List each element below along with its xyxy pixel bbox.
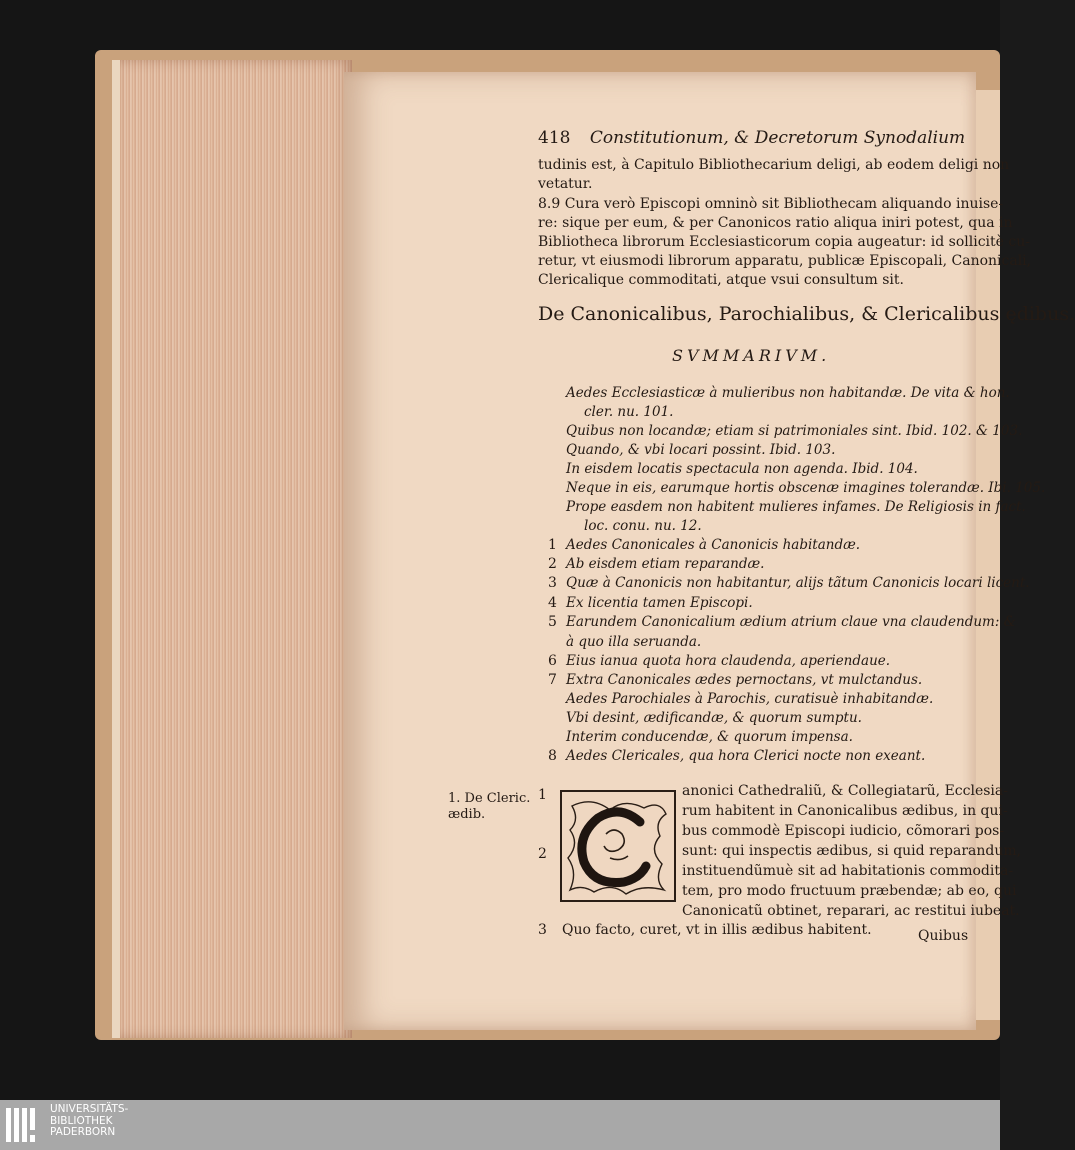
para-line: 8.9 Cura verò Episcopi omninò sit Bibliothecam aliquando inuise- bbox=[538, 196, 1004, 212]
summary-line: à quo illa seruanda. bbox=[566, 634, 702, 650]
summary-line: Quando, & vbi locari possint. Ibid. 103. bbox=[566, 442, 836, 458]
body-line: tem, pro modo fructuum præbendæ; ab eo, qui bbox=[682, 883, 1017, 899]
marginal-line: 1. De Cleric. bbox=[448, 791, 531, 806]
para-line: Bibliotheca librorum Ecclesiasticorum copia augeatur: id sollicitè cu- bbox=[538, 234, 1030, 250]
marginal-line: ædib. bbox=[448, 807, 486, 822]
running-header bbox=[538, 130, 965, 147]
summary-line: cler. nu. 101. bbox=[584, 404, 674, 420]
library-name-line: PADERBORN bbox=[50, 1126, 116, 1138]
para-line: retur, vt eiusmodi librorum apparatu, publicæ Episcopali, Canonicali, bbox=[538, 253, 1032, 269]
summary-number: 4 bbox=[548, 595, 557, 611]
summary-line: Vbi desint, ædificandæ, & quorum sumptu. bbox=[566, 710, 862, 726]
body-line: anonici Cathedraliũ, & Collegiatarũ, Ecclesia- bbox=[682, 783, 1008, 799]
section-heading: De Canonicalibus, Parochialibus, & Clericalibus ędibus. bbox=[538, 303, 1075, 325]
body-line: rum habitent in Canonicalibus ædibus, in qui- bbox=[682, 803, 1008, 819]
summary-line: Prope easdem non habitent mulieres infames. De Religiosis in fact. bbox=[566, 499, 1026, 515]
page-number: 418 bbox=[538, 128, 571, 148]
para-line: vetatur. bbox=[538, 176, 593, 192]
summary-line: Ex licentia tamen Episcopi. bbox=[566, 595, 753, 611]
body-number: 2 bbox=[538, 846, 547, 862]
summary-line: Aedes Canonicales à Canonicis habitandæ. bbox=[566, 537, 861, 553]
library-name-line: BIBLIOTHEK bbox=[50, 1114, 113, 1127]
summarium-title: SVMMARIVM. bbox=[672, 346, 831, 365]
body-line: sunt: qui inspectis ædibus, si quid reparandum, bbox=[682, 843, 1022, 859]
body-line: instituendũmuè sit ad habitationis commodita- bbox=[682, 863, 1014, 879]
para-line: Clericalique commoditati, atque vsui consultum sit. bbox=[538, 272, 904, 288]
body-line: Canonicatũ obtinet, reparari, ac restitui iubeat. bbox=[682, 903, 1020, 919]
summary-number: 2 bbox=[548, 556, 557, 572]
summary-line: Ab eisdem etiam reparandæ. bbox=[566, 556, 765, 572]
body-number: 1 bbox=[538, 787, 547, 803]
summary-line: Aedes Parochiales à Parochis, curatisuè inhabitandæ. bbox=[566, 691, 934, 707]
para-line: re: sique per eum, & per Canonicos ratio aliqua iniri potest, qua in bbox=[538, 215, 1013, 231]
initial-ornament-icon bbox=[562, 792, 674, 900]
body-number: 3 bbox=[538, 922, 547, 938]
body-line: bus commodè Episcopi iudicio, cõmorari pos- bbox=[682, 823, 1005, 839]
library-logo-icon bbox=[6, 1108, 44, 1142]
summary-line: Quibus non locandæ; etiam si patrimoniales sint. Ibid. 102. & 103. bbox=[566, 423, 1023, 439]
summary-line: Eius ianua quota hora claudenda, aperiendaue. bbox=[566, 653, 891, 669]
running-title: Constitutionum, & Decretorum Synodalium bbox=[589, 128, 966, 148]
summary-line: Quæ à Canonicis non habitantur, alijs tãtum Canonicis locari licent. bbox=[566, 575, 1030, 591]
summary-number: 8 bbox=[548, 748, 557, 764]
summary-line: Aedes Ecclesiasticæ à mulieribus non habitandæ. De vita & hon. bbox=[566, 385, 1010, 401]
body-line: Quo facto, curet, vt in illis ædibus habitent. bbox=[562, 922, 872, 938]
page-edges bbox=[112, 60, 352, 1038]
summary-line: loc. conu. nu. 12. bbox=[584, 518, 702, 534]
summary-number: 5 bbox=[548, 614, 557, 630]
decorated-initial bbox=[560, 790, 676, 902]
library-name bbox=[50, 1104, 128, 1139]
summary-line: Earundem Canonicalium ædium atrium claue vna claudendum: & bbox=[566, 614, 1016, 630]
catchword: Quibus bbox=[918, 928, 969, 944]
para-line: tudinis est, à Capitulo Bibliothecarium deligi, ab eodem deligi non bbox=[538, 157, 1010, 173]
summary-line: Extra Canonicales ædes pernoctans, vt mulctandus. bbox=[566, 672, 923, 688]
summary-number: 1 bbox=[548, 537, 557, 553]
summary-line: Neque in eis, earumque hortis obscenæ imagines tolerandæ. Ibi. 105. bbox=[566, 480, 1046, 496]
summary-number: 7 bbox=[548, 672, 557, 688]
library-footer bbox=[0, 1100, 1000, 1150]
library-name-line: UNIVERSITÄTS- bbox=[50, 1103, 129, 1115]
summary-line: In eisdem locatis spectacula non agenda. Ibid. 104. bbox=[566, 461, 918, 477]
summary-line: Interim conducendæ, & quorum impensa. bbox=[566, 729, 853, 745]
summary-number: 6 bbox=[548, 653, 557, 669]
summary-number: 3 bbox=[548, 575, 557, 591]
summary-line: Aedes Clericales, qua hora Clerici nocte non exeant. bbox=[566, 748, 926, 764]
